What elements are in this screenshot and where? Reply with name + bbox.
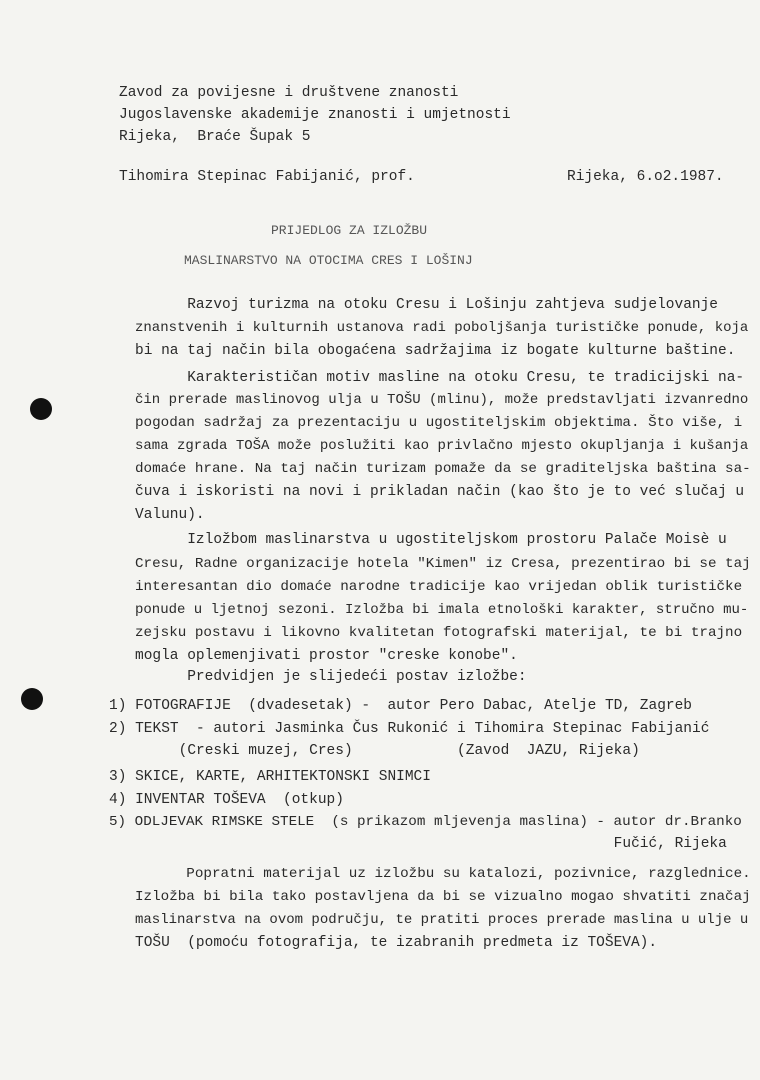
exhibition-item-5-continued: Fučić, Rijeka: [109, 836, 727, 852]
document-title: PRIJEDLOG ZA IZLOŽBU: [271, 223, 428, 238]
paragraph-3-line-3: interesantan dio domaće narodne tradicije kao vrijedan oblik turističke: [135, 579, 743, 595]
author-name: Tihomira Stepinac Fabijanić, prof.: [119, 169, 415, 185]
exhibition-list-intro: Predvidjen je slijedeći postav izložbe:: [135, 669, 527, 685]
document-subtitle: MASLINARSTVO NA OTOCIMA CRES I LOŠINJ: [184, 253, 473, 268]
paragraph-2-line-7: Valunu).: [135, 507, 205, 523]
paragraph-5-line-4: TOŠU (pomoću fotografija, te izabranih predmeta iz TOŠEVA).: [135, 935, 658, 951]
paragraph-2-line-1: Karakterističan motiv masline na otoku Cresu, te tradicijski na-: [135, 370, 745, 386]
institution-line-1: Zavod za povijesne i društvene znanosti: [119, 85, 459, 101]
paragraph-2-line-5: domaće hrane. Na taj način turizam pomaže da se graditeljska baština sa-: [135, 461, 751, 477]
paragraph-2-line-6: čuva i iskoristi na novi i prikladan način (kao što je to već slučaj u: [135, 484, 745, 500]
paragraph-1-line-3: bi na taj način bila obogaćena sadržajima iz bogate kulturne baštine.: [135, 343, 736, 359]
exhibition-item-4: 4) INVENTAR TOŠEVA (otkup): [109, 792, 344, 808]
institution-line-3: Rijeka, Braće Šupak 5: [119, 129, 311, 145]
exhibition-item-2-affiliations: (Creski muzej, Cres) (Zavod JAZU, Rijeka): [109, 743, 640, 759]
paragraph-5-line-3: maslinarstva na ovom području, te pratiti proces prerade maslina u ulje u: [135, 912, 749, 928]
exhibition-item-3: 3) SKICE, KARTE, ARHITEKTONSKI SNIMCI: [109, 769, 431, 785]
paragraph-1-line-1: Razvoj turizma na otoku Cresu i Lošinju zahtjeva sudjelovanje: [135, 297, 718, 313]
paragraph-3-line-2: Cresu, Radne organizacije hotela "Kimen" iz Cresa, prezentirao bi se taj: [135, 556, 751, 572]
paragraph-5-line-2: Izložba bi bila tako postavljena da bi se vizualno mogao shvatiti značaj: [135, 889, 751, 905]
paragraph-3-line-6: mogla oplemenjivati prostor "creske konobe".: [135, 648, 518, 664]
paragraph-5-line-1: Popratni materijal uz izložbu su katalozi, pozivnice, razglednice.: [135, 866, 751, 882]
paragraph-3-line-1: Izložbom maslinarstva u ugostiteljskom prostoru Palače Moisè u: [135, 532, 727, 548]
exhibition-item-1: 1) FOTOGRAFIJE (dvadesetak) - autor Pero Dabac, Atelje TD, Zagreb: [109, 698, 692, 714]
institution-line-2: Jugoslavenske akademije znanosti i umjetnosti: [119, 107, 511, 123]
paragraph-2-line-4: sama zgrada TOŠA može poslužiti kao privlačno mjesto okupljanja i kušanja: [135, 438, 749, 454]
punch-hole-bottom: [21, 688, 43, 710]
paragraph-3-line-4: ponude u ljetnoj sezoni. Izložba bi imala etnološki karakter, stručno mu-: [135, 602, 749, 618]
paragraph-3-line-5: zejsku postavu i likovno kvalitetan fotografski materijal, te bi trajno: [135, 625, 743, 641]
exhibition-item-2: 2) TEKST - autori Jasminka Čus Rukonić i Tihomira Stepinac Fabijanić: [109, 721, 710, 737]
paragraph-2-line-2: čin prerade maslinovog ulja u TOŠU (mlinu), može predstavljati izvanredno: [135, 392, 749, 408]
exhibition-item-5: 5) ODLJEVAK RIMSKE STELE (s prikazom mljevenja maslina) - autor dr.Branko: [109, 814, 742, 830]
letter-date: Rijeka, 6.o2.1987.: [567, 169, 724, 185]
paragraph-1-line-2: znanstvenih i kulturnih ustanova radi poboljšanja turističke ponude, koja: [135, 320, 749, 336]
paragraph-2-line-3: pogodan sadržaj za prezentaciju u ugostiteljskim objektima. Što više, i: [135, 415, 743, 431]
punch-hole-top: [30, 398, 52, 420]
